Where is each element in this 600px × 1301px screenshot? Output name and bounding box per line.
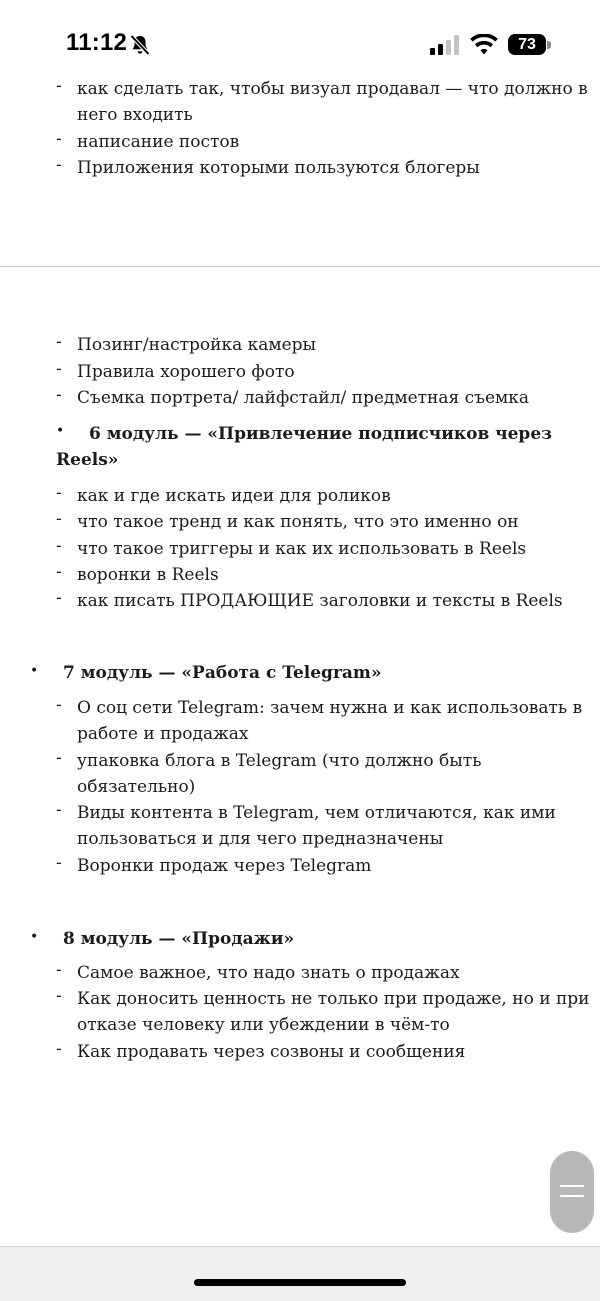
list-bullet: - bbox=[56, 76, 62, 96]
list-bullet: - bbox=[56, 385, 62, 405]
status-bar bbox=[0, 0, 600, 62]
list-item: воронки в Reels bbox=[77, 565, 219, 585]
scroll-handle[interactable] bbox=[550, 1151, 594, 1233]
wifi-icon bbox=[470, 34, 498, 56]
list-bullet: - bbox=[56, 695, 62, 715]
status-time: 11:12 bbox=[66, 29, 128, 56]
cellular-signal-icon bbox=[430, 35, 462, 55]
list-bullet: - bbox=[56, 155, 62, 175]
list-bullet: - bbox=[56, 509, 62, 529]
list-item: Как продавать через созвоны и сообщения bbox=[77, 1042, 466, 1062]
document-page-2 bbox=[0, 268, 600, 1246]
list-bullet: - bbox=[56, 359, 62, 379]
list-bullet: - bbox=[56, 748, 62, 768]
list-bullet: - bbox=[56, 853, 62, 873]
list-item-cont: пользоваться и для чего предназначены bbox=[77, 829, 444, 849]
list-item: Позинг/настройка камеры bbox=[77, 335, 317, 355]
list-item: как писать ПРОДАЮЩИЕ заголовки и тексты в Reels bbox=[77, 591, 563, 611]
list-item: него входить bbox=[77, 105, 193, 125]
list-item: Виды контента в Telegram, чем отличаются, как ими bbox=[77, 803, 556, 823]
list-item: упаковка блога в Telegram (что должно быть bbox=[77, 751, 482, 771]
list-bullet: - bbox=[56, 986, 62, 1006]
list-item: что такое триггеры и как их использовать в Reels bbox=[77, 539, 527, 559]
list-item: Воронки продаж через Telegram bbox=[77, 856, 372, 876]
module-8-title: 8 модуль — «Продажи» bbox=[63, 929, 295, 949]
module-bullet: • bbox=[56, 423, 65, 439]
module-6-title: 6 модуль — «Привлечение подписчиков через bbox=[89, 424, 552, 444]
list-bullet: - bbox=[56, 1039, 62, 1059]
module-bullet: • bbox=[30, 929, 39, 945]
list-bullet: - bbox=[56, 129, 62, 149]
list-bullet: - bbox=[56, 483, 62, 503]
home-indicator[interactable] bbox=[194, 1279, 406, 1286]
battery-icon bbox=[508, 34, 552, 56]
list-bullet: - bbox=[56, 332, 62, 352]
battery-level: 73 bbox=[508, 34, 546, 55]
list-item: написание постов bbox=[77, 132, 240, 152]
list-item: Съемка портрета/ лайфстайл/ предметная съемка bbox=[77, 388, 530, 408]
list-bullet: - bbox=[56, 800, 62, 820]
module-7-title: 7 модуль — «Работа с Telegram» bbox=[63, 663, 382, 683]
muted-bell-icon bbox=[128, 33, 152, 57]
list-bullet: - bbox=[56, 588, 62, 608]
list-bullet: - bbox=[56, 960, 62, 980]
module-6-title-cont: Reels» bbox=[56, 450, 119, 470]
list-item-cont: обязательно) bbox=[77, 777, 196, 797]
list-item: как и где искать идеи для роликов bbox=[77, 486, 391, 506]
list-item-cont: отказе человеку или убеждении в чём-то bbox=[77, 1015, 450, 1035]
module-bullet: • bbox=[30, 663, 39, 679]
list-item: что такое тренд и как понять, что это именно он bbox=[77, 512, 519, 532]
list-item: О соц сети Telegram: зачем нужна и как использовать в bbox=[77, 698, 583, 718]
bottom-area bbox=[0, 1246, 600, 1301]
list-item: Приложения которыми пользуются блогеры bbox=[77, 158, 480, 178]
list-item: Самое важное, что надо знать о продажах bbox=[77, 963, 460, 983]
list-item-cont: работе и продажах bbox=[77, 724, 249, 744]
cut-off-line: как сделать так, чтобы визуал продавал — что должно в bbox=[77, 79, 588, 99]
list-bullet: - bbox=[56, 562, 62, 582]
list-bullet: - bbox=[56, 536, 62, 556]
list-item: Как доносить ценность не только при продаже, но и при bbox=[77, 989, 590, 1009]
list-item: Правила хорошего фото bbox=[77, 362, 295, 382]
